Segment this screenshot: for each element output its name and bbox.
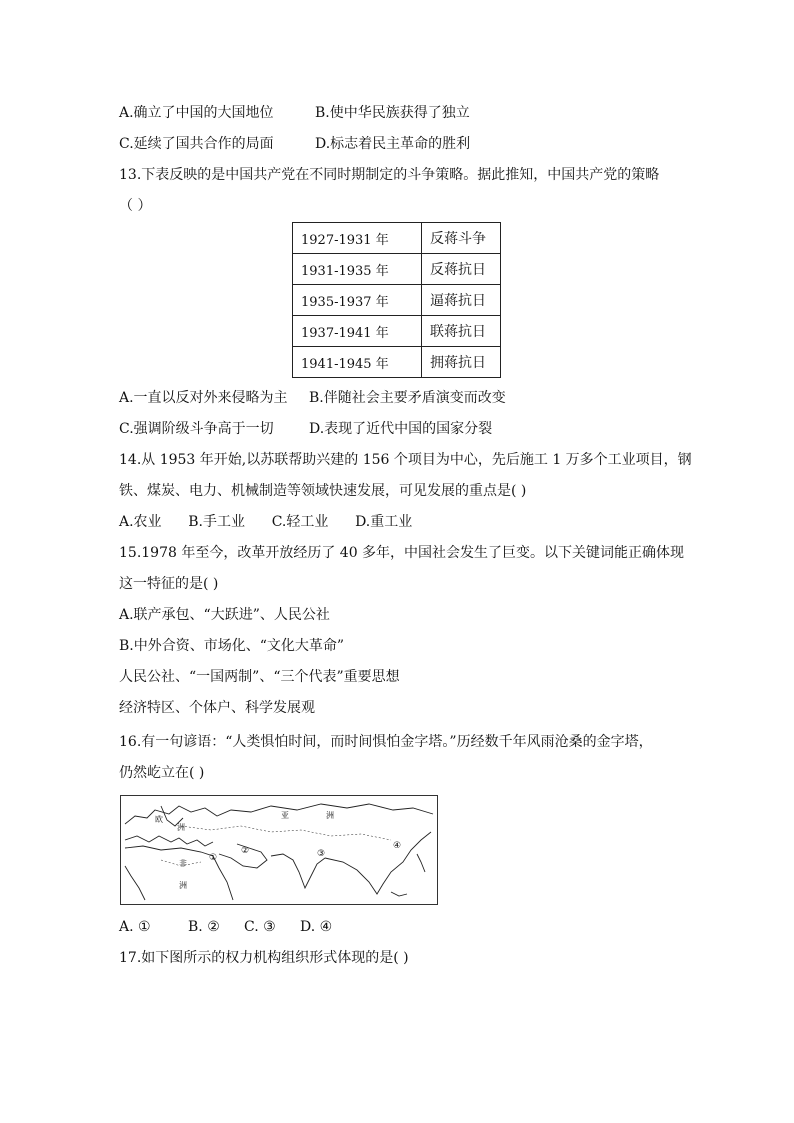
label-africa-1: 非 — [179, 859, 187, 868]
coastline-north — [125, 804, 433, 824]
q15-option-c: 人民公社、“一国两制”、“三个代表”重要思想 — [119, 669, 400, 685]
q15-stem-line-1: 15.1978 年至今，改革开放经历了 40 多年，中国社会发生了巨变。以下关键词能正确体现 — [119, 545, 685, 561]
table-row — [293, 285, 501, 316]
q17-stem-line-1: 17.如下图所示的权力机构组织形式体现的是( ) — [119, 950, 409, 966]
q12-option-d: D.标志着民主革命的胜利 — [315, 136, 471, 152]
q12-option-c: C.延续了国共合作的局面 — [119, 136, 274, 152]
q13-stem-line-1: 13.下表反映的是中国共产党在不同时期制定的斗争策略。据此推知，中国共产党的策略 — [119, 167, 660, 183]
q15-stem-line-2: 这一特征的是( ) — [119, 576, 219, 592]
table-cell-strategy: 拥蒋抗日 — [422, 347, 501, 378]
table-row — [293, 347, 501, 378]
q13-option-a: A.一直以反对外来侵略为主 — [119, 390, 288, 406]
q16-option-c: C. ③ — [244, 919, 276, 935]
table-cell-period: 1941-1945 年 — [293, 347, 422, 378]
coastline-japan — [417, 854, 425, 872]
table-row — [293, 223, 501, 254]
q12-option-a: A.确立了中国的大国地位 — [119, 105, 274, 121]
q15-option-d: 经济特区、个体户、科学发展观 — [119, 700, 315, 716]
table-cell-strategy: 逼蒋抗日 — [422, 285, 501, 316]
map-drawing — [121, 796, 437, 904]
q16-option-d: D. ④ — [300, 919, 333, 935]
coastline-africa-west — [125, 866, 145, 900]
map-mark-2: ② — [241, 846, 250, 856]
table-cell-period: 1931-1935 年 — [293, 254, 422, 285]
table-cell-period: 1935-1937 年 — [293, 285, 422, 316]
q12-option-b: B.使中华民族获得了独立 — [315, 105, 470, 121]
table-row — [293, 316, 501, 347]
table-cell-strategy: 反蒋斗争 — [422, 223, 501, 254]
table-cell-period: 1927-1931 年 — [293, 223, 422, 254]
q13-option-c: C.强调阶级斗争高于一切 — [119, 421, 274, 437]
table-row — [293, 254, 501, 285]
map-mark-4: ④ — [393, 841, 402, 851]
q14-stem-line-2: 铁、煤炭、电力、机械制造等领域快速发展，可见发展的重点是( ) — [119, 483, 527, 499]
world-map — [120, 795, 438, 905]
q14-stem-line-1: 14.从 1953 年开始,以苏联帮助兴建的 156 个项目为中心，先后施工 1 万多个工业项目，钢 — [119, 452, 692, 468]
label-europe-2: 洲 — [177, 823, 185, 832]
q16-stem-line-1: 16.有一句谚语：“人类惧怕时间，而时间惧怕金字塔。”历经数千年风雨沧桑的金字塔， — [119, 734, 653, 750]
map-mark-3: ③ — [317, 849, 326, 859]
coastline-east-asia — [325, 832, 431, 894]
label-europe-1: 欧 — [155, 815, 163, 824]
q13-option-b: B.伴随社会主要矛盾演变而改变 — [309, 390, 506, 406]
q14-options: A.农业 B.手工业 C.轻工业 D.重工业 — [119, 514, 413, 530]
label-asia-2: 洲 — [326, 811, 334, 820]
q15-option-b: B.中外合资、市场化、“文化大革命” — [119, 638, 345, 654]
label-asia-1: 亚 — [281, 811, 289, 820]
q16-stem-line-2: 仍然屹立在( ) — [119, 765, 205, 781]
q15-option-a: A.联产承包、“大跃进”、人民公社 — [119, 607, 330, 623]
coastline-europe-south — [125, 836, 213, 846]
q16-option-a: A. ① — [119, 919, 151, 935]
q13-option-d: D.表现了近代中国的国家分裂 — [309, 421, 493, 437]
map-mark-1: ① — [209, 853, 218, 863]
q16-option-b: B. ② — [188, 919, 220, 935]
strategy-table — [292, 222, 501, 378]
label-africa-2: 洲 — [179, 881, 187, 890]
q13-stem-line-2: （ ） — [119, 198, 152, 214]
table-cell-period: 1937-1941 年 — [293, 316, 422, 347]
coastline-islands — [391, 892, 407, 896]
border-lines — [181, 826, 391, 840]
table-cell-strategy: 反蒋抗日 — [422, 254, 501, 285]
coastline-india — [271, 854, 325, 888]
table-cell-strategy: 联蒋抗日 — [422, 316, 501, 347]
